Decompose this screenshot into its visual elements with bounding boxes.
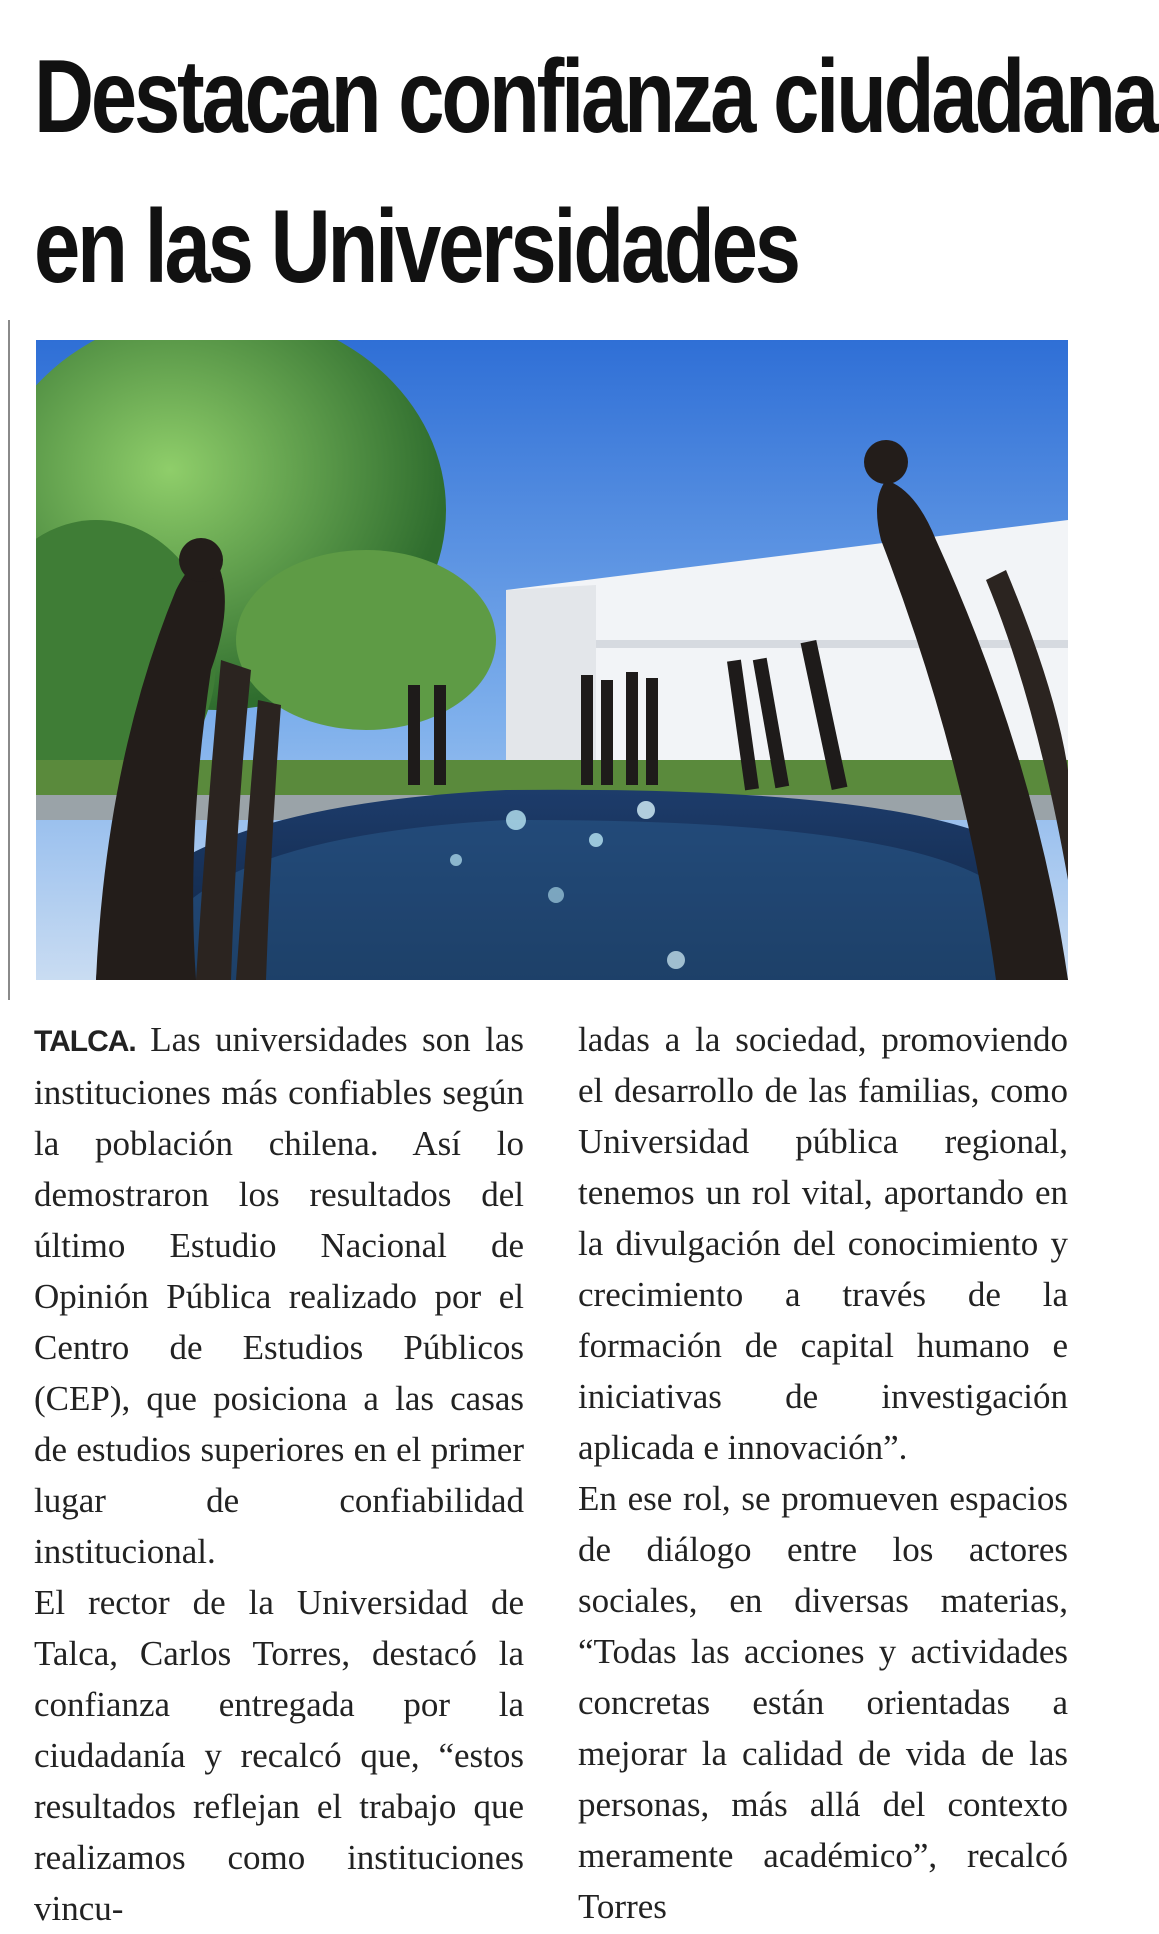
article-body <box>34 1014 1070 1928</box>
article-photo <box>36 340 1068 980</box>
headline <box>34 22 1156 322</box>
headline-line-1: Destacan confianza ciudadana <box>34 39 1156 155</box>
paragraph-1 <box>34 1014 524 1577</box>
sculpture-photo-image <box>36 340 1068 980</box>
column-left <box>34 1014 524 1934</box>
paragraph-1-text: Las universidades son las instituciones más confiables según la población chilena. Así lo demostraron los resultados del último Estudio Nacional de Opinión Pública realizado por el Centro de Estudios Públicos (CEP), que posiciona a las casas de estudios superiores en el primer lugar de confiabilidad institucional. <box>34 1020 524 1571</box>
dateline: TALCA. <box>34 1025 136 1058</box>
column-right <box>578 1014 1068 1932</box>
paragraph-4: En ese rol, se promueven espacios de diálogo entre los actores sociales, en diversas materias, “Todas las acciones y actividades concretas están orientadas a mejorar la calidad de vida de las personas, más allá del contexto meramente académico”, recalcó Torres <box>578 1479 1068 1926</box>
margin-rule <box>8 320 10 1000</box>
paragraph-3: ladas a la sociedad, promoviendo el desarrollo de las familias, como Universidad pública regional, tenemos un rol vital, aportando en la divulgación del conocimiento y crecimiento a través de la formación de capital humano e iniciativas de investigación aplicada e innovación”. <box>578 1020 1068 1467</box>
headline-line-2: en las Universidades <box>34 189 798 305</box>
paragraph-2: El rector de la Universidad de Talca, Carlos Torres, destacó la confianza entregada por la ciudadanía y recalcó que, “estos resultados reflejan el trabajo que realizamos como instituciones vincu- <box>34 1583 524 1928</box>
